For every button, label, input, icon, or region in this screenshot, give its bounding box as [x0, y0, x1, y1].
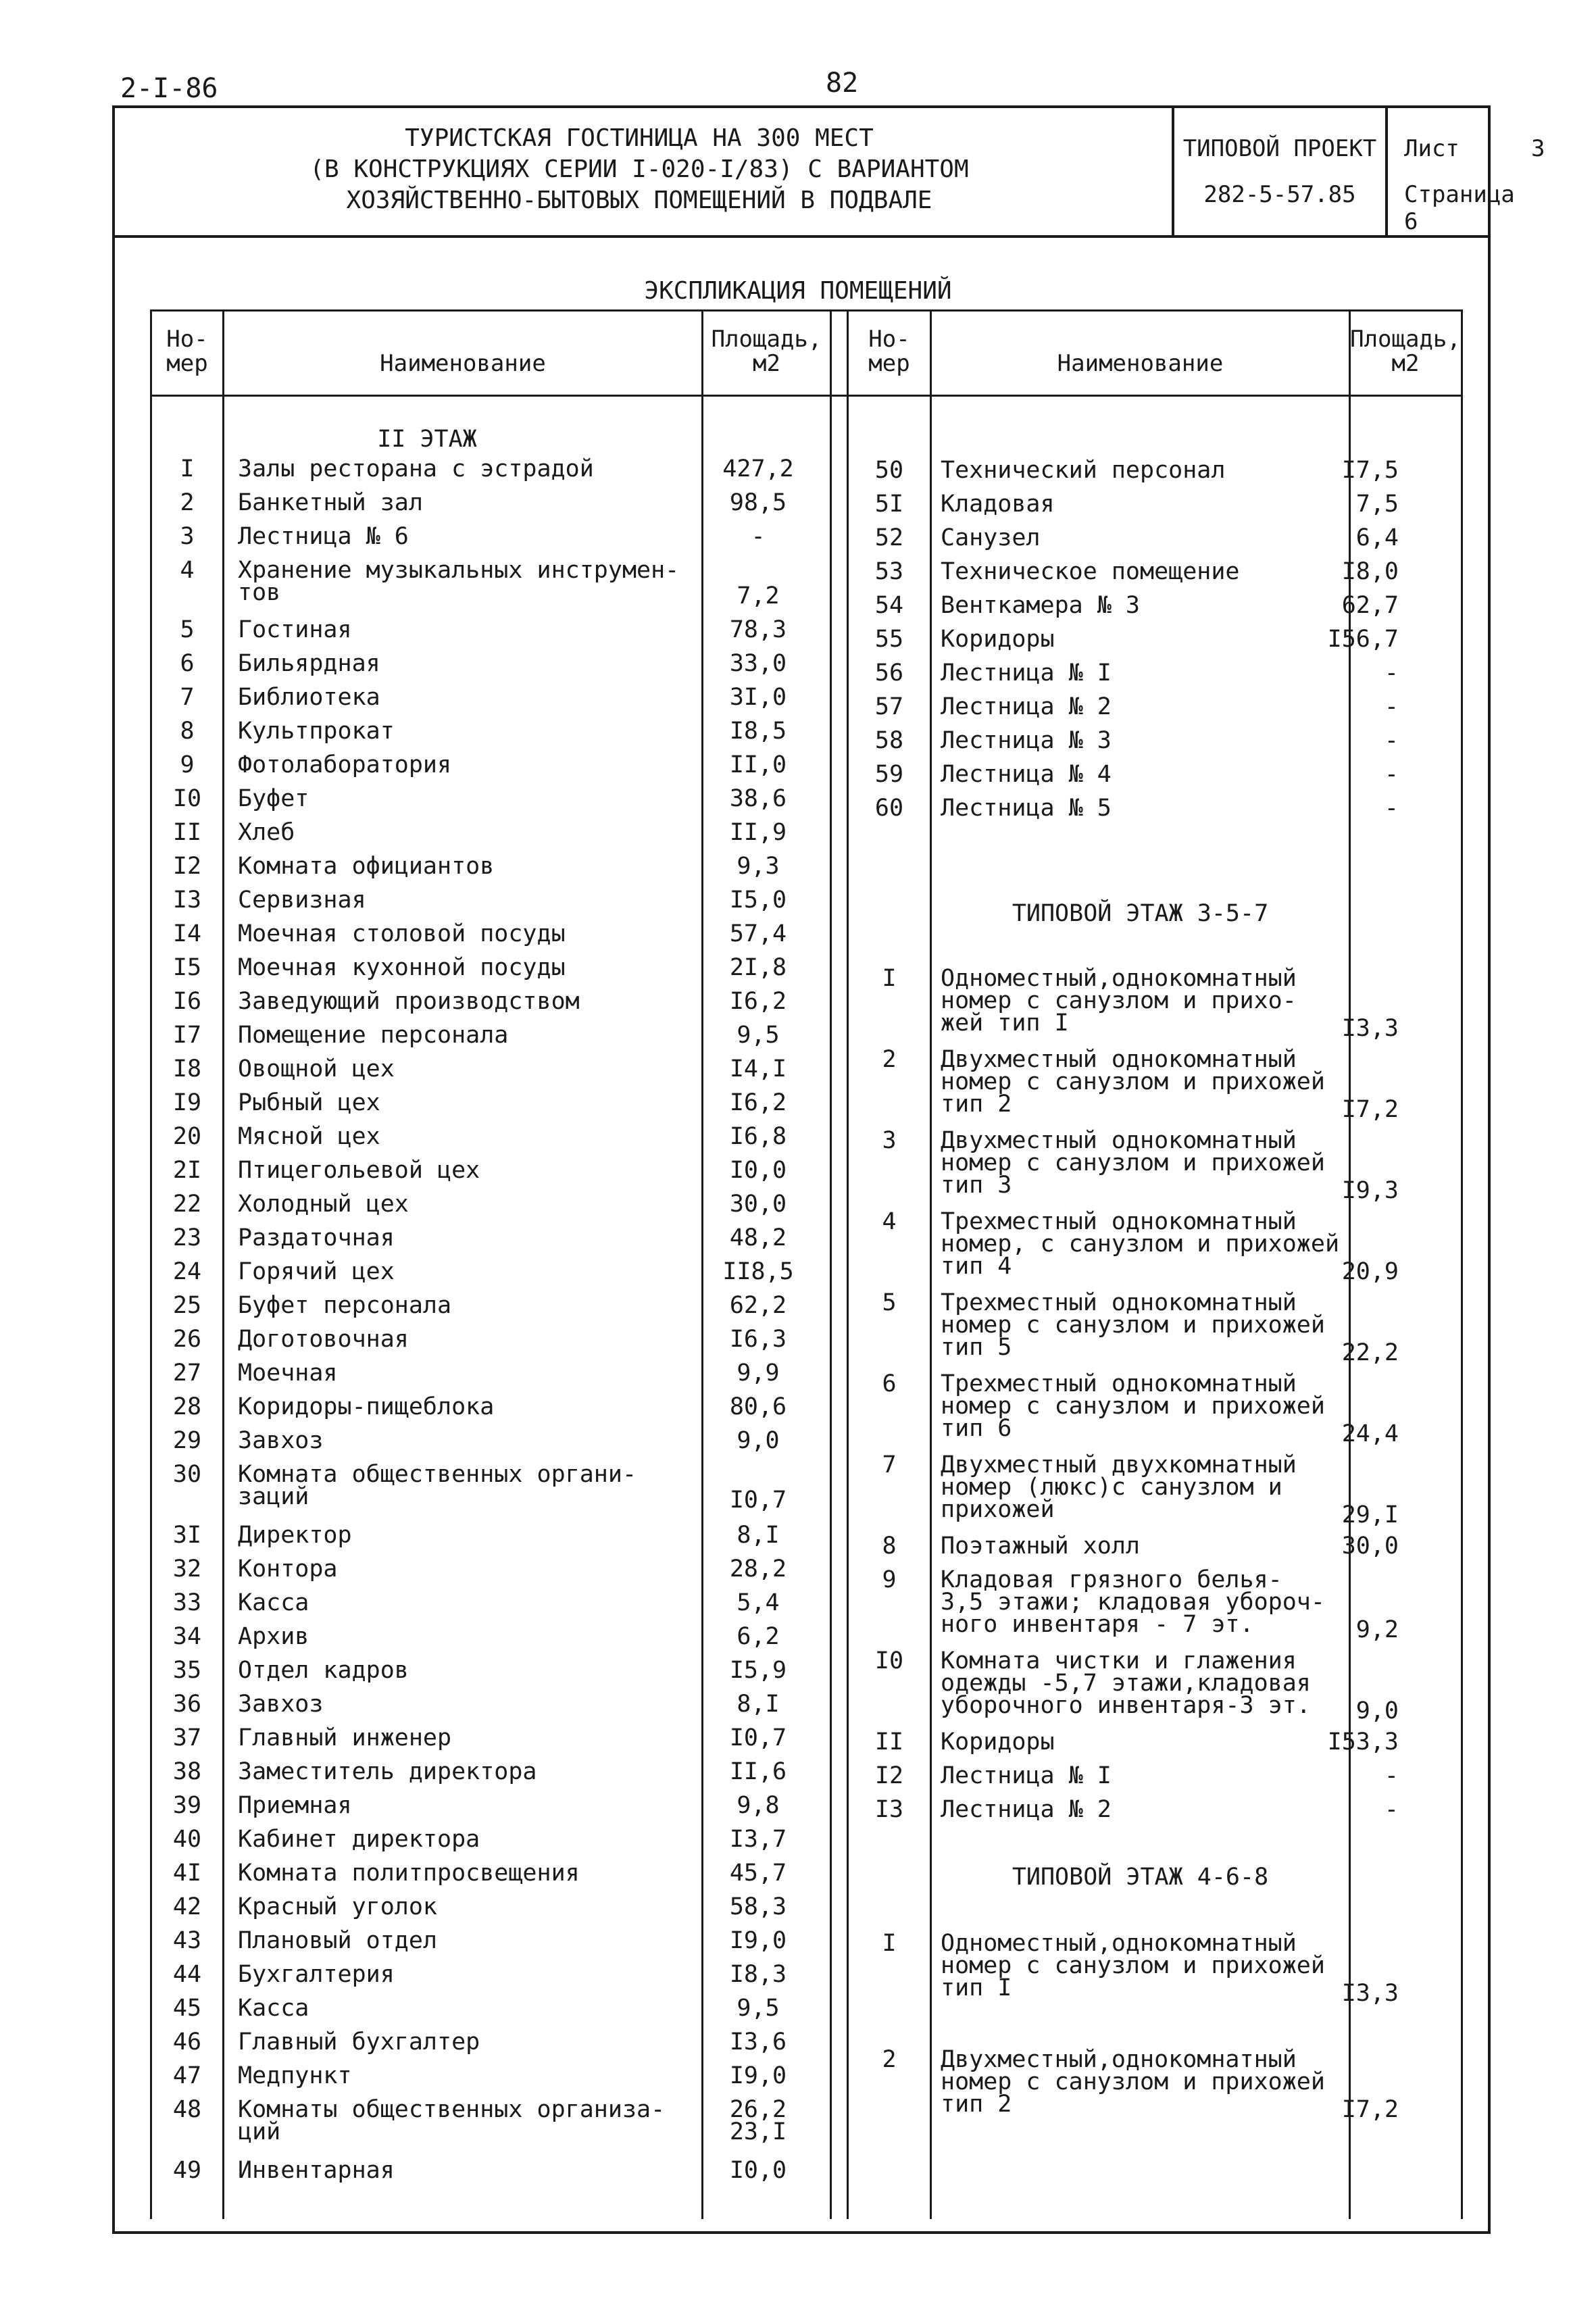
room-number: 23: [172, 1224, 202, 1251]
room-area: 78,3: [729, 616, 787, 643]
room-area: 28,2: [729, 1555, 787, 1583]
room-name: Лестница № 3: [941, 727, 1112, 754]
title-block: [112, 105, 1545, 238]
room-name: Раздаточная: [238, 1224, 395, 1251]
room-number: 42: [172, 1893, 202, 1920]
room-area: 7,2: [737, 582, 780, 609]
room-number: 4: [180, 557, 195, 584]
room-name: Культпрокат: [238, 718, 395, 745]
room-area: -: [751, 523, 766, 550]
room-name: Коридоры: [941, 1728, 1055, 1756]
room-name: Лестница № 5: [941, 795, 1112, 822]
room-area: I7,5: [1341, 457, 1399, 484]
room-number: I0: [172, 785, 202, 812]
table-heading: ЭКСПЛИКАЦИЯ ПОМЕЩЕНИЙ: [644, 277, 952, 305]
room-number: 5: [882, 1289, 897, 1316]
room-number: 55: [874, 626, 904, 653]
column-rule: [1461, 309, 1463, 2219]
room-number: 6: [180, 650, 195, 677]
room-name: Касса: [238, 1995, 309, 2022]
room-area: I8,3: [729, 1961, 787, 1988]
room-name: Моечная столовой посуды: [238, 920, 566, 947]
room-number: 37: [172, 1724, 202, 1751]
room-area: I53,3: [1327, 1728, 1399, 1756]
room-number: 2: [882, 1046, 897, 1073]
room-area: I3,7: [729, 1826, 787, 1853]
room-name: Мясной цех: [238, 1123, 380, 1150]
room-number: 39: [172, 1792, 202, 1819]
room-number: I9: [172, 1089, 202, 1116]
column-rule: [930, 309, 932, 2219]
room-name: Комната чистки и глажения одежды -5,7 этажи,кладовая уборочного инвентаря-3 эт.: [941, 1647, 1311, 1719]
room-area: I6,3: [729, 1326, 787, 1353]
room-name: Завхоз: [238, 1427, 324, 1454]
room-number: I8: [172, 1055, 202, 1082]
room-name: Горячий цех: [238, 1258, 395, 1285]
room-area: 5,4: [737, 1589, 780, 1616]
room-area: -: [1384, 795, 1399, 822]
room-number: II: [172, 819, 202, 846]
room-number: 4I: [172, 1860, 202, 1887]
room-number: 5: [180, 616, 195, 643]
room-area: II,0: [729, 751, 787, 778]
room-name: Завхоз: [238, 1691, 324, 1718]
room-area: I8,0: [1341, 558, 1399, 585]
room-name: Одноместный,однокомнатный номер с санузлом и прихожей тип I: [941, 1930, 1325, 2001]
room-name: Кладовая грязного белья- 3,5 этажи; кладовая убороч- ного инвентаря - 7 эт.: [941, 1566, 1325, 1638]
room-number: 28: [172, 1393, 202, 1420]
room-name: Банкетный зал: [238, 489, 423, 516]
room-number: 30: [172, 1461, 202, 1488]
page-code: 2-I-86: [120, 73, 218, 104]
room-area: 80,6: [729, 1393, 787, 1420]
room-number: 48: [172, 2096, 202, 2123]
room-name: Трехместный однокомнатный номер, с санузлом и прихожей тип 4: [941, 1208, 1340, 1280]
room-area: I5,9: [729, 1657, 787, 1684]
room-name: Директор: [238, 1522, 352, 1549]
room-area: II,6: [729, 1758, 787, 1785]
room-area: I6,2: [729, 1089, 787, 1116]
column-header-name: Наименование: [380, 350, 546, 377]
room-number: I4: [172, 920, 202, 947]
room-area: I0,7: [729, 1487, 787, 1514]
document-title-line: (В КОНСТРУКЦИЯХ СЕРИИ I-020-I/83) С ВАРИАНТОМ: [309, 155, 969, 183]
room-name: Лестница № I: [941, 659, 1112, 687]
room-number: 43: [172, 1927, 202, 1954]
room-area: 45,7: [729, 1860, 787, 1887]
room-name: Двухместный однокомнатный номер с санузлом и прихожей тип 2: [941, 1046, 1325, 1118]
column-rule: [701, 309, 703, 2219]
room-number: 58: [874, 727, 904, 754]
room-name: Контора: [238, 1555, 338, 1583]
room-area: 3I,0: [729, 684, 787, 711]
page-label: Страница 6: [1404, 181, 1515, 235]
room-name: Двухместный двухкомнатный номер (люкс)с санузлом и прихожей: [941, 1451, 1297, 1523]
room-number: I: [882, 1930, 897, 1957]
room-area: 38,6: [729, 785, 787, 812]
room-name: Красный уголок: [238, 1893, 438, 1920]
room-number: 35: [172, 1657, 202, 1684]
room-area: 24,4: [1341, 1420, 1399, 1447]
column-rule: [830, 309, 832, 2219]
room-name: Архив: [238, 1623, 309, 1650]
room-name: Библиотека: [238, 684, 380, 711]
room-area: 57,4: [729, 920, 787, 947]
room-name: Коридоры-пищеблока: [238, 1393, 495, 1420]
room-name: Отдел кадров: [238, 1657, 409, 1684]
room-number: 44: [172, 1961, 202, 1988]
document-title-line: ТУРИСТСКАЯ ГОСТИНИЦА НА 300 МЕСТ: [405, 124, 874, 152]
room-name: Медпункт: [238, 2062, 352, 2089]
room-area: 9,0: [1355, 1697, 1399, 1724]
room-name: Заместитель директора: [238, 1758, 537, 1785]
room-name: Заведующий производством: [238, 988, 580, 1015]
room-area: II,9: [729, 819, 787, 846]
room-name: Доготовочная: [238, 1326, 409, 1353]
room-number: 4: [882, 1208, 897, 1235]
room-area: I3,3: [1341, 1015, 1399, 1042]
room-area: -: [1384, 1762, 1399, 1789]
room-number: 3: [180, 523, 195, 550]
table-top-rule: [150, 309, 1462, 312]
room-name: Кабинет директора: [238, 1826, 480, 1853]
room-number: 56: [874, 659, 904, 687]
room-number: 52: [874, 524, 904, 551]
room-area: 9,2: [1355, 1616, 1399, 1643]
room-number: 7: [180, 684, 195, 711]
room-name: Залы ресторана с эстрадой: [238, 455, 594, 482]
room-area: 6,2: [737, 1623, 780, 1650]
room-name: Трехместный однокомнатный номер с санузлом и прихожей тип 6: [941, 1370, 1325, 1442]
room-number: 9: [180, 751, 195, 778]
room-area: 8,I: [737, 1691, 780, 1718]
room-area: I3,6: [729, 2028, 787, 2056]
document-title-line: ХОЗЯЙСТВЕННО-БЫТОВЫХ ПОМЕЩЕНИЙ В ПОДВАЛЕ: [346, 186, 932, 214]
room-number: 47: [172, 2062, 202, 2089]
room-number: I: [180, 455, 195, 482]
room-number: 50: [874, 457, 904, 484]
room-number: II: [874, 1728, 904, 1756]
room-area: 2I,8: [729, 954, 787, 981]
room-name: Приемная: [238, 1792, 352, 1819]
room-area: I9,0: [729, 1927, 787, 1954]
room-name: Комнаты общественных организа- ций: [238, 2096, 666, 2145]
room-number: I2: [874, 1762, 904, 1789]
room-area: -: [1384, 1796, 1399, 1823]
section-title: II ЭТАЖ: [377, 426, 477, 453]
room-name: Буфет персонала: [238, 1292, 452, 1319]
room-number: 2: [882, 2046, 897, 2073]
room-area: 9,5: [737, 1022, 780, 1049]
room-number: 9: [882, 1566, 897, 1593]
room-number: 40: [172, 1826, 202, 1853]
room-number: 27: [172, 1360, 202, 1387]
room-area: I9,3: [1341, 1177, 1399, 1204]
sheet-number: 3: [1531, 135, 1545, 162]
room-name: Хлеб: [238, 819, 295, 846]
room-area: I8,5: [729, 718, 787, 745]
room-area: -: [1384, 659, 1399, 687]
room-number: 60: [874, 795, 904, 822]
room-area: 427,2: [722, 455, 794, 482]
room-area: 9,9: [737, 1360, 780, 1387]
room-name: Комната общественных органи- заций: [238, 1461, 637, 1510]
room-name: Комната официантов: [238, 853, 495, 880]
room-name: Комната политпросвещения: [238, 1860, 580, 1887]
room-number: 2: [180, 489, 195, 516]
section-title: ТИПОВОЙ ЭТАЖ 3-5-7: [1012, 900, 1269, 927]
room-number: 24: [172, 1258, 202, 1285]
room-area: I4,I: [729, 1055, 787, 1082]
room-number: I7: [172, 1022, 202, 1049]
room-area: -: [1384, 727, 1399, 754]
room-area: 20,9: [1341, 1258, 1399, 1285]
room-number: 46: [172, 2028, 202, 2056]
room-name: Техническое помещение: [941, 558, 1240, 585]
room-name: Лестница № 6: [238, 523, 409, 550]
room-name: Лестница № 4: [941, 761, 1112, 788]
room-name: Коридоры: [941, 626, 1055, 653]
room-name: Бухгалтерия: [238, 1961, 395, 1988]
room-name: Лестница № I: [941, 1762, 1112, 1789]
room-area: 26,2 23,I: [729, 2096, 787, 2145]
room-area: II8,5: [722, 1258, 794, 1285]
column-header-area: Площадь, м2: [1350, 326, 1461, 377]
room-area: 62,7: [1341, 592, 1399, 619]
room-area: I6,2: [729, 988, 787, 1015]
room-number: 54: [874, 592, 904, 619]
room-number: 45: [172, 1995, 202, 2022]
room-area: 58,3: [729, 1893, 787, 1920]
room-name: Главный инженер: [238, 1724, 452, 1751]
room-area: I0,0: [729, 2157, 787, 2184]
room-name: Плановый отдел: [238, 1927, 438, 1954]
room-name: Кладовая: [941, 491, 1055, 518]
room-number: 26: [172, 1326, 202, 1353]
room-area: 98,5: [729, 489, 787, 516]
room-area: 30,0: [1341, 1533, 1399, 1560]
room-area: I0,7: [729, 1724, 787, 1751]
room-name: Двухместный однокомнатный номер с санузлом и прихожей тип 3: [941, 1127, 1325, 1199]
room-number: 6: [882, 1370, 897, 1397]
column-rule: [222, 309, 224, 2219]
room-number: 2I: [172, 1157, 202, 1184]
column-header-number: Но- мер: [166, 326, 208, 377]
room-number: 3: [882, 1127, 897, 1154]
room-number: 22: [172, 1191, 202, 1218]
room-number: 20: [172, 1123, 202, 1150]
room-area: 33,0: [729, 650, 787, 677]
room-number: 25: [172, 1292, 202, 1319]
sheet-label: Лист: [1404, 135, 1460, 162]
room-name: Бильярдная: [238, 650, 380, 677]
room-number: 29: [172, 1427, 202, 1454]
room-area: 9,3: [737, 853, 780, 880]
room-name: Хранение музыкальных инструмен- тов: [238, 557, 680, 606]
room-name: Главный бухгалтер: [238, 2028, 480, 2056]
room-name: Касса: [238, 1589, 309, 1616]
room-area: 9,0: [737, 1427, 780, 1454]
section-title: ТИПОВОЙ ЭТАЖ 4-6-8: [1012, 1864, 1269, 1891]
room-number: 34: [172, 1623, 202, 1650]
room-area: I7,2: [1341, 2096, 1399, 2123]
room-area: I3,3: [1341, 1980, 1399, 2007]
room-number: 5I: [874, 491, 904, 518]
room-number: 57: [874, 693, 904, 720]
page-number: 82: [826, 68, 859, 99]
document-title: [139, 123, 1139, 216]
room-area: -: [1384, 693, 1399, 720]
room-area: 9,5: [737, 1995, 780, 2022]
room-area: 8,I: [737, 1522, 780, 1549]
room-name: Фотолаборатория: [238, 751, 452, 778]
room-number: 36: [172, 1691, 202, 1718]
table-header-rule: [150, 395, 1462, 397]
room-name: Поэтажный холл: [941, 1533, 1141, 1560]
room-number: I: [882, 965, 897, 992]
room-number: 38: [172, 1758, 202, 1785]
room-name: Овощной цех: [238, 1055, 395, 1082]
room-number: 33: [172, 1589, 202, 1616]
room-area: I56,7: [1327, 626, 1399, 653]
room-number: 7: [882, 1451, 897, 1478]
room-name: Моечная: [238, 1360, 338, 1387]
room-area: 29,I: [1341, 1501, 1399, 1528]
room-area: 6,4: [1355, 524, 1399, 551]
room-area: I9,0: [729, 2062, 787, 2089]
room-number: 8: [180, 718, 195, 745]
room-name: Птицегольевой цех: [238, 1157, 480, 1184]
room-name: Помещение персонала: [238, 1022, 509, 1049]
room-area: I6,8: [729, 1123, 787, 1150]
room-number: I0: [874, 1647, 904, 1674]
room-number: I2: [172, 853, 202, 880]
room-name: Рыбный цех: [238, 1089, 380, 1116]
room-name: Моечная кухонной посуды: [238, 954, 566, 981]
room-number: 59: [874, 761, 904, 788]
room-number: 32: [172, 1555, 202, 1583]
column-header-number: Но- мер: [868, 326, 910, 377]
room-name: Буфет: [238, 785, 309, 812]
room-name: Трехместный однокомнатный номер с санузлом и прихожей тип 5: [941, 1289, 1325, 1361]
room-number: 53: [874, 558, 904, 585]
room-area: 30,0: [729, 1191, 787, 1218]
project-label: ТИПОВОЙ ПРОЕКТ: [1182, 135, 1377, 162]
room-area: I5,0: [729, 887, 787, 914]
room-area: -: [1384, 761, 1399, 788]
room-area: 48,2: [729, 1224, 787, 1251]
room-name: Санузел: [941, 524, 1041, 551]
room-name: Двухместный,однокомнатный номер с санузлом и прихожей тип 2: [941, 2046, 1325, 2118]
title-block-divider: [1172, 105, 1174, 235]
room-area: 7,5: [1355, 491, 1399, 518]
room-number: I3: [172, 887, 202, 914]
room-name: Одноместный,однокомнатный номер с санузлом и прихо- жей тип I: [941, 965, 1297, 1037]
room-area: 62,2: [729, 1292, 787, 1319]
room-number: 49: [172, 2157, 202, 2184]
room-name: Технический персонал: [941, 457, 1226, 484]
room-area: 9,8: [737, 1792, 780, 1819]
room-number: I5: [172, 954, 202, 981]
room-area: I7,2: [1341, 1096, 1399, 1123]
project-code: 282-5-57.85: [1203, 181, 1356, 208]
room-name: Инвентарная: [238, 2157, 395, 2184]
room-area: I0,0: [729, 1157, 787, 1184]
room-number: 3I: [172, 1522, 202, 1549]
room-number: I3: [874, 1796, 904, 1823]
room-name: Сервизная: [238, 887, 366, 914]
room-name: Лестница № 2: [941, 693, 1112, 720]
room-name: Венткамера № 3: [941, 592, 1141, 619]
room-number: 8: [882, 1533, 897, 1560]
room-area: 22,2: [1341, 1339, 1399, 1366]
title-block-divider: [1385, 105, 1388, 235]
column-header-area: Площадь, м2: [711, 326, 822, 377]
room-name: Холодный цех: [238, 1191, 409, 1218]
room-number: I6: [172, 988, 202, 1015]
room-name: Лестница № 2: [941, 1796, 1112, 1823]
column-header-name: Наименование: [1057, 350, 1224, 377]
room-name: Гостиная: [238, 616, 352, 643]
